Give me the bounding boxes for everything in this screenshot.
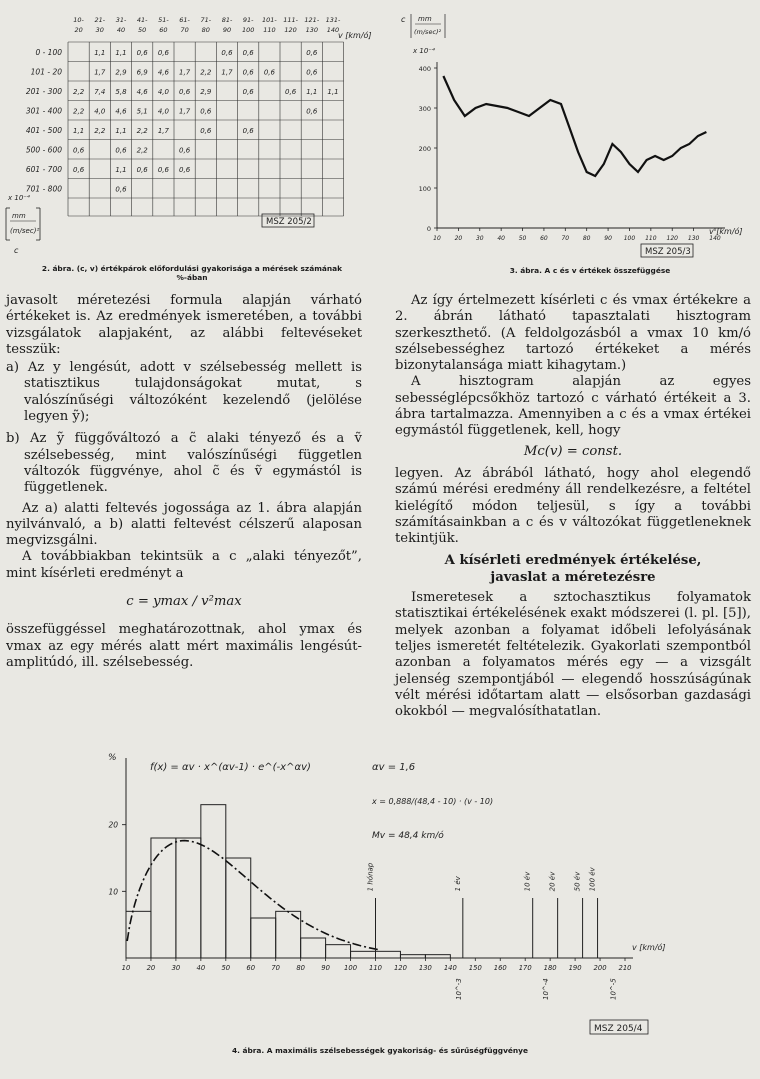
fig4-x-tick-label: 80 <box>296 964 305 972</box>
left-para-3: A továbbiakban tekintsük a c „alaki tényezőt”, mint kísérleti eredményt a <box>6 549 362 581</box>
fig4-x-tick-label: 150 <box>468 964 482 972</box>
fig2-cell-value: 1,1 <box>306 87 318 96</box>
fig3-y-tick-label: 100 <box>418 185 431 193</box>
fig2-cell-value: 0,6 <box>306 68 318 77</box>
fig2-col-header: 61- <box>179 16 190 24</box>
fig3-x-tick-label: 40 <box>497 235 505 242</box>
fig2-col-header: 81- <box>221 16 233 24</box>
fig4-bar <box>376 951 401 958</box>
fig2-col-header: 110 <box>263 26 276 34</box>
fig2-cell-value: 0,6 <box>242 48 254 57</box>
fig2-cell-value: 0,6 <box>242 87 254 96</box>
fig2-col-header: 100 <box>241 26 255 34</box>
fig2-row-label: 301 - 400 <box>25 106 62 116</box>
fig2-col-header: 21- <box>94 16 106 24</box>
fig4-density-curve <box>127 841 379 950</box>
fig2-col-header: 80 <box>201 26 210 34</box>
left-formula: c = ymax / v²max <box>126 594 242 610</box>
svg-text:MSZ 205/3: MSZ 205/3 <box>645 247 691 257</box>
fig4-mv: Mv = 48,4 km/ó <box>372 831 444 841</box>
fig4-ticks <box>108 821 631 972</box>
fig4-x-tick-label: 30 <box>171 964 181 972</box>
fig2-col-header: 120 <box>284 26 297 34</box>
section-heading: A kísérleti eredmények értékelése, javaslat a méretezésre <box>444 553 702 585</box>
fig4-x-tick-label: 170 <box>518 964 532 972</box>
fig2-caption-line2: %-ában <box>176 273 208 282</box>
left-para-2: Az a) alatti feltevés jogossága az 1. ábra alapján nyilvánvaló, a b) alatti feltevést célszerű alaposan megvizsgálni. <box>6 500 362 549</box>
fig2-row-label: 401 - 500 <box>25 125 62 135</box>
fig2-cells <box>73 49 339 194</box>
fig4-bar <box>226 858 251 958</box>
fig2-col-header: 130 <box>305 26 319 34</box>
fig2-row-labels <box>26 48 62 194</box>
fig2-cell-value: 0,6 <box>263 68 275 77</box>
fig2-cell-value: 1,1 <box>115 165 127 174</box>
fig4-bar <box>326 945 351 958</box>
fig2-cell-value: 0,6 <box>306 107 318 116</box>
fig2-cell-value: 4,0 <box>157 87 169 96</box>
fig2-c-label: c <box>14 246 19 255</box>
fig2-cell-value: 4,0 <box>94 107 106 116</box>
fig4-x-tick-label: 40 <box>196 964 206 972</box>
fig2-caption-line1: 2. ábra. (c, v) értékpárok előfordulási gyakorisága a mérések számának <box>41 264 343 273</box>
fig2-col-header: 31- <box>115 16 127 24</box>
fig4-return-period-label: 100 év <box>588 867 597 892</box>
fig4-x-transform: x = 0,888/(48,4 - 10) · (v - 10) <box>372 797 494 806</box>
fig4-x-tick-label: 70 <box>271 964 281 972</box>
fig3-y-label <box>401 14 445 38</box>
fig2-cell-value: 2,2 <box>73 87 85 96</box>
fig3-x-tick-label: 140 <box>709 235 721 242</box>
fig2-col-header: 140 <box>326 26 340 34</box>
fig2-col-header: 101- <box>262 16 277 24</box>
fig3-x-label: v [km/ó] <box>709 227 743 236</box>
fig4-caption: 4. ábra. A maximális szélsebességek gyakoriság- és sűrűségfüggvénye <box>231 1046 528 1055</box>
fig4-x-tick-label: 130 <box>418 964 432 972</box>
fig2-cell-value: 0,6 <box>157 165 169 174</box>
fig3-x-tick-label: 60 <box>540 235 548 242</box>
fig2-cell-value: 1,7 <box>179 68 191 77</box>
fig3-y-tick-label: 0 <box>426 225 431 233</box>
fig3-x-tick-label: 100 <box>623 235 636 242</box>
right-para-3: legyen. Az ábrából látható, hogy ahol elegendő számú mérési eredmény áll rendelkezésre, a feltétel kielégítő módon teljesül, s így a további számításainkban a c és v változókat függetleneknek tekintjük. <box>395 465 751 547</box>
fig2-cell-value: 0,6 <box>200 126 212 135</box>
fig4-x-tick-label: 90 <box>321 964 330 972</box>
fig4-return-period-label: 50 év <box>573 871 582 892</box>
fig3-unit-exp: x 10⁻⁴ <box>413 47 435 55</box>
fig4-x-label: v [km/ó] <box>632 943 666 952</box>
fig2-caption <box>4 264 380 282</box>
fig2-row-label: 101 - 20 <box>30 67 62 77</box>
fig2-col-header: 121- <box>304 16 320 24</box>
fig2-col-header: 71- <box>200 16 212 24</box>
fig2-cell-value: 0,6 <box>157 48 169 57</box>
fig2-cell-value: 5,8 <box>115 87 127 96</box>
fig2-col-header: 90 <box>222 26 232 34</box>
fig4-stamp <box>590 1020 648 1034</box>
fig2-cell-value: 0,6 <box>200 107 212 116</box>
left-item-a: a) Az y lengésút, adott v szélsebesség mellett is statisztikus tulajdonságokat mutat, s valószínűségi változóként kezelendő (jelölése legyen ỹ); <box>6 360 362 425</box>
right-para-4: Ismeretesek a sztochasztikus folyamatok statisztikai értékelésének exakt módszerei (l. pl. [5]), melyek azonban a folyamat időbeli lefolyásának teljes ismeretét feltételezik. Gyakorlati szempontból azonban a folyamatos mérés egy — a vizsgált jelenség szempontjából — elegendő hosszúságúnak vélt mérési időtartam alatt — elsősorban gazdasági okokból — megvalósíthatatlan. <box>395 590 751 720</box>
fig4-x-tick-label: 60 <box>246 964 256 972</box>
left-para-4: összefüggéssel meghatározottnak, ahol ymax és vmax az egy mérés alatt mért maximális lengésút-amplitúdó, ill. szélsebesség. <box>6 622 362 670</box>
fig2-unit-box <box>6 208 40 240</box>
fig2-cell-value: 2,2 <box>136 126 148 135</box>
fig2-cell-value: 0,6 <box>115 146 127 155</box>
fig2-cell-value: 0,6 <box>285 87 297 96</box>
fig2-row-label: 500 - 600 <box>25 145 62 155</box>
fig3-x-tick-label: 130 <box>687 235 700 242</box>
fig2-col-header: 40 <box>116 26 126 34</box>
left-text-column <box>6 293 362 671</box>
fig2-cell-value: 0,6 <box>221 48 233 57</box>
fig2-cell-value: 1,1 <box>115 126 127 135</box>
fig3-x-tick-label: 110 <box>645 235 657 242</box>
fig2-cell-value: 0,6 <box>242 126 254 135</box>
fig2-cell-value: 1,1 <box>73 126 85 135</box>
fig4-alpha: αv = 1,6 <box>372 762 416 773</box>
fig4-x-tick-label: 190 <box>568 964 582 972</box>
figure-2-table <box>0 0 380 262</box>
svg-text:mm: mm <box>12 212 26 220</box>
fig2-cell-value: 2,9 <box>200 87 212 96</box>
fig4-bar <box>301 938 326 958</box>
fig4-bar <box>201 805 226 958</box>
fig4-bar <box>176 838 201 958</box>
fig4-y-tick-label: 10 <box>108 887 118 897</box>
right-para-1: Az így értelmezett kísérleti c és vmax értékekre a 2. ábrán látható tapasztalati hisztogram szerkeszthető. (A feldolgozásból a vmax 10 km/ó szélsebességhez tartozó értékeket a mérés bizonytalansága miatt kihagytam.) <box>395 293 751 374</box>
fig3-x-tick-label: 20 <box>454 235 463 242</box>
fig3-stamp <box>641 244 693 257</box>
fig2-col-header: 51- <box>158 16 169 24</box>
fig4-probability-label: 10^-4 <box>542 978 551 1000</box>
fig3-x-tick-label: 70 <box>561 235 570 242</box>
fig2-cell-value: 1,7 <box>179 107 191 116</box>
fig2-row-label: 601 - 700 <box>25 164 62 174</box>
left-item-b: b) Az ỹ függőváltozó a c̃ alaki tényező és a ṽ szélsebesség, mint valószínűségi független változók függvénye, ahol c̃ és ṽ egymástól is függetlenek. <box>6 431 362 496</box>
fig4-bar <box>126 911 151 958</box>
figure-4-histogram <box>0 738 760 1038</box>
fig2-col-header: 10- <box>73 16 84 24</box>
fig2-row-label: 201 - 300 <box>25 86 62 96</box>
fig2-cell-value: 1,1 <box>327 87 339 96</box>
fig3-x-tick-label: 80 <box>582 235 591 242</box>
fig4-bar <box>251 918 276 958</box>
fig4-bar <box>151 838 176 958</box>
fig2-v-label: v [km/ó] <box>338 31 372 40</box>
fig4-x-tick-label: 210 <box>618 964 632 972</box>
fig4-stamp-text: MSZ 205/4 <box>594 1024 643 1034</box>
fig2-cell-value: 1,7 <box>221 68 233 77</box>
fig2-cell-value: 0,6 <box>73 165 85 174</box>
fig2-column-headers <box>73 16 341 34</box>
right-text-column <box>395 293 751 720</box>
fig4-return-period-marks <box>367 862 618 1000</box>
fig4-x-tick-label: 180 <box>543 964 557 972</box>
fig3-series-line <box>443 76 706 176</box>
fig4-x-tick-label: 20 <box>146 964 156 972</box>
fig2-col-header: 91- <box>242 16 254 24</box>
fig4-return-period-label: 20 év <box>548 871 557 892</box>
fig2-cell-value: 2,2 <box>94 126 106 135</box>
fig3-caption: 3. ábra. A c és v értékek összefüggése <box>509 266 671 275</box>
fig2-col-header: 41- <box>136 16 148 24</box>
fig2-cell-value: 1,7 <box>94 68 106 77</box>
svg-text:MSZ 205/2: MSZ 205/2 <box>266 217 312 227</box>
fig3-axes <box>437 62 725 228</box>
fig2-cell-value: 7,4 <box>94 87 106 96</box>
fig2-col-header: 30 <box>95 26 104 34</box>
fig3-x-tick-label: 10 <box>433 235 441 242</box>
svg-text:(m/sec)²: (m/sec)² <box>414 28 442 36</box>
fig2-cell-value: 0,6 <box>242 68 254 77</box>
fig3-x-tick-label: 120 <box>666 235 678 242</box>
fig4-axes <box>126 758 633 958</box>
fig2-col-header: 111- <box>283 16 298 24</box>
fig2-col-header: 50 <box>138 26 147 34</box>
fig4-bars <box>126 805 450 958</box>
fig4-probability-label: 10^-3 <box>454 978 463 1000</box>
left-para-1: javasolt méretezési formula alapján várható értékeket is. Az eredmények ismeretében, a további vizsgálatok alapjaként, az alábbi feltevéseket tesszük: <box>6 293 362 357</box>
fig4-return-period-label: 1 hónap <box>366 862 375 892</box>
fig3-x-tick-label: 30 <box>475 235 484 242</box>
right-para-2: A hisztogram alapján az egyes sebességlépcsőkhöz tartozó c várható értékeit a 3. ábra tartalmazza. Amennyiben a c és a vmax értékei egymástól függetlenek, kell, hogy <box>395 374 751 439</box>
fig2-col-header: 70 <box>180 26 189 34</box>
fig2-cell-value: 0,6 <box>179 146 191 155</box>
fig4-x-tick-label: 140 <box>443 964 457 972</box>
fig2-cell-value: 0,6 <box>136 48 148 57</box>
fig2-cell-value: 4,6 <box>136 87 148 96</box>
fig2-row-label: 701 - 800 <box>25 184 62 194</box>
fig2-cell-value: 4,6 <box>157 68 169 77</box>
fig2-cell-value: 4,0 <box>157 107 169 116</box>
fig4-x-tick-label: 200 <box>593 964 607 972</box>
fig4-return-period-label: 10 év <box>523 871 532 892</box>
fig4-probability-label: 10^-5 <box>609 978 618 1000</box>
fig2-col-header: 131- <box>325 16 341 24</box>
fig2-cell-value: 0,6 <box>306 48 318 57</box>
fig2-col-header: 20 <box>74 26 83 34</box>
fig3-x-tick-label: 50 <box>518 235 527 242</box>
fig3-y-tick-label: 300 <box>418 105 431 113</box>
svg-text:mm: mm <box>418 15 432 23</box>
fig4-y-unit: % <box>108 753 117 763</box>
fig4-x-tick-label: 110 <box>369 964 382 972</box>
fig2-cell-value: 0,6 <box>179 165 191 174</box>
fig2-cell-value: 2,9 <box>115 68 127 77</box>
fig2-cell-value: 1,7 <box>157 126 169 135</box>
fig2-cell-value: 5,1 <box>136 107 148 116</box>
right-formula: Mc(v) = const. <box>523 443 623 459</box>
fig2-cell-value: 0,6 <box>136 165 148 174</box>
fig2-cell-value: 2,2 <box>73 107 85 116</box>
fig2-cell-value: 1,1 <box>94 48 106 57</box>
figure-3-line-chart <box>385 0 760 262</box>
fig2-cell-value: 2,2 <box>200 68 212 77</box>
fig4-x-tick-label: 160 <box>493 964 507 972</box>
fig4-x-tick-label: 100 <box>344 964 358 972</box>
fig2-cell-value: 1,1 <box>115 48 127 57</box>
fig2-col-header: 60 <box>159 26 168 34</box>
fig4-x-tick-label: 120 <box>393 964 407 972</box>
fig4-y-tick-label: 20 <box>108 820 118 830</box>
fig3-y-tick-label: 400 <box>418 65 431 73</box>
fig4-formula: f(x) = αv · x^(αv-1) · e^(-x^αv) <box>150 762 311 773</box>
fig2-cell-value: 4,6 <box>115 107 127 116</box>
fig2-cell-value: 2,2 <box>136 146 148 155</box>
svg-text:c: c <box>401 15 406 24</box>
fig4-x-tick-label: 10 <box>121 964 131 972</box>
fig4-bar <box>351 951 376 958</box>
fig3-x-tick-label: 90 <box>604 235 612 242</box>
svg-text:(m/sec)²: (m/sec)² <box>10 227 40 235</box>
fig2-unit-exp: x 10⁻⁴ <box>8 194 30 202</box>
fig4-x-tick-label: 50 <box>221 964 231 972</box>
fig2-cell-value: 0,6 <box>73 146 85 155</box>
fig3-y-tick-label: 200 <box>418 145 431 153</box>
fig2-cell-value: 0,6 <box>179 87 191 96</box>
fig2-cell-value: 6,9 <box>136 68 148 77</box>
fig4-return-period-label: 1 év <box>453 876 462 892</box>
fig2-row-label: 0 - 100 <box>35 47 62 57</box>
fig2-cell-value: 0,6 <box>115 185 127 194</box>
